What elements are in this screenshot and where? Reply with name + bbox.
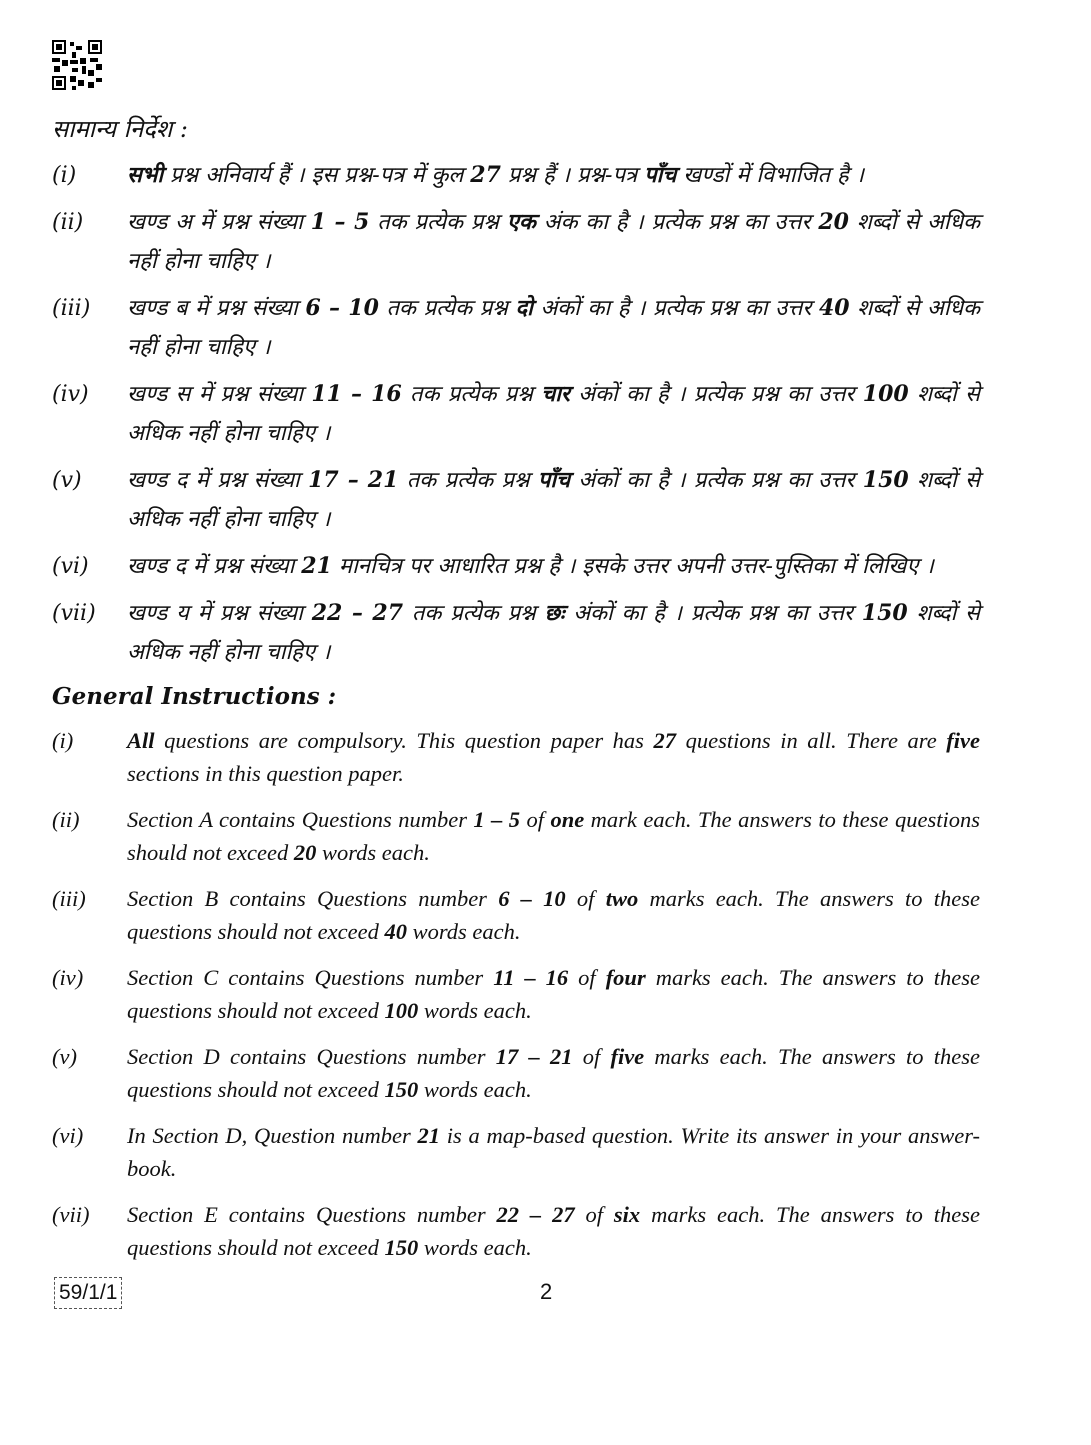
- paper-code: 59/1/1: [54, 1277, 122, 1309]
- item-text: [127, 547, 980, 586]
- instruction-item: [52, 961, 980, 1027]
- item-number: (iv): [52, 382, 89, 407]
- text-segment: खण्ड स में प्रश्न संख्या: [127, 382, 312, 407]
- text-segment: प्रश्न अनिवार्य हैं । इस प्रश्न-पत्र में कुल: [163, 163, 471, 188]
- bold-text: एक: [506, 209, 536, 235]
- text-segment: sections in this question paper.: [127, 761, 404, 786]
- bold-text: one: [550, 807, 585, 832]
- bold-text: four: [605, 965, 646, 990]
- instruction-item: [52, 882, 980, 948]
- item-text: [127, 882, 980, 948]
- text-segment: words each.: [418, 1077, 532, 1102]
- english-instructions-heading: General Instructions :: [52, 683, 337, 710]
- text-segment: Section B contains Questions number: [127, 886, 499, 911]
- text-segment: of: [565, 886, 606, 911]
- text-segment: खण्ड द में प्रश्न संख्या: [127, 468, 309, 493]
- bold-text: two: [605, 886, 639, 911]
- bold-text: 40: [819, 295, 850, 321]
- bold-text: छः: [544, 600, 565, 626]
- item-number: (v): [52, 1044, 77, 1069]
- text-segment: अंकों का है । प्रत्येक प्रश्न का उत्तर: [532, 296, 819, 321]
- footer: [52, 1277, 980, 1317]
- item-text: [127, 803, 980, 869]
- instruction-item: [52, 547, 980, 586]
- item-text: [127, 1040, 980, 1106]
- bold-text: चार: [541, 381, 570, 407]
- instruction-item: [52, 375, 980, 453]
- item-number: (v): [52, 468, 82, 493]
- text-segment: तक प्रत्येक प्रश्न: [378, 296, 516, 321]
- bold-text: 21: [301, 553, 332, 579]
- text-segment: शब्दों से अधिक नहीं होना चाहिए ।: [127, 296, 980, 360]
- text-segment: words each.: [418, 1235, 532, 1260]
- bold-text: 11 – 16: [493, 965, 569, 990]
- item-number: (iii): [52, 296, 91, 321]
- bold-text: 150: [384, 1077, 419, 1102]
- item-text: [127, 594, 980, 672]
- text-segment: शब्दों से अधिक नहीं होना चाहिए ।: [127, 468, 980, 532]
- text-segment: marks each. The answers to these questions should not exceed: [127, 1044, 980, 1102]
- text-segment: of: [520, 807, 551, 832]
- bold-text: 100: [384, 998, 419, 1023]
- text-segment: of: [568, 965, 606, 990]
- bold-text: 6 – 10: [305, 295, 379, 321]
- text-segment: marks each. The answers to these questions should not exceed: [127, 886, 981, 944]
- page-number: 2: [540, 1279, 553, 1304]
- bold-text: 22 – 27: [496, 1202, 575, 1227]
- item-text: [127, 289, 980, 367]
- text-segment: खण्डों में विभाजित है ।: [676, 163, 865, 188]
- text-segment: तक प्रत्येक प्रश्न: [398, 468, 538, 493]
- bold-text: 150: [861, 600, 908, 626]
- bold-text: 1 – 5: [310, 209, 370, 235]
- text-segment: is a map-based question. Write its answer in your answer-book.: [127, 1123, 980, 1181]
- bold-text: 6 – 10: [498, 886, 566, 911]
- item-number: (iv): [52, 965, 84, 990]
- bold-text: 11 – 16: [311, 381, 402, 407]
- bold-text: 1 – 5: [473, 807, 521, 832]
- instruction-item: [52, 203, 980, 281]
- text-segment: तक प्रत्येक प्रश्न: [369, 210, 507, 235]
- bold-text: 20: [818, 209, 849, 235]
- text-segment: शब्दों से अधिक नहीं होना चाहिए ।: [127, 382, 980, 446]
- item-text: [127, 156, 980, 195]
- instruction-item: [52, 461, 980, 539]
- bold-text: six: [613, 1202, 641, 1227]
- bold-text: 17 – 21: [495, 1044, 573, 1069]
- text-segment: Section C contains Questions number: [127, 965, 494, 990]
- qr-code: [52, 40, 102, 90]
- instruction-item: [52, 1198, 980, 1264]
- bold-text: 150: [384, 1235, 419, 1260]
- item-number: (iii): [52, 886, 86, 911]
- bold-text: 20: [293, 840, 317, 865]
- text-segment: Section D contains Questions number: [127, 1044, 496, 1069]
- item-text: [127, 1198, 980, 1264]
- text-segment: शब्दों से अधिक नहीं होना चाहिए ।: [127, 210, 981, 274]
- instruction-item: [52, 724, 980, 790]
- text-segment: marks each. The answers to these questions should not exceed: [127, 965, 980, 1023]
- instruction-item: [52, 1119, 980, 1185]
- bold-text: 21: [417, 1123, 440, 1148]
- bold-text: five: [610, 1044, 645, 1069]
- text-segment: Section A contains Questions number: [127, 807, 474, 832]
- bold-text: 27: [653, 728, 677, 753]
- text-segment: of: [574, 1202, 614, 1227]
- text-segment: शब्दों से अधिक नहीं होना चाहिए ।: [127, 601, 981, 665]
- item-number: (ii): [52, 210, 84, 235]
- text-segment: खण्ड अ में प्रश्न संख्या: [127, 210, 311, 235]
- bold-text: पाँच: [537, 467, 571, 493]
- hindi-instructions-list: [52, 156, 980, 672]
- text-segment: In Section D, Question number: [127, 1123, 418, 1148]
- text-segment: questions in all. There are: [676, 728, 947, 753]
- bold-text: दो: [515, 295, 533, 321]
- text-segment: अंक का है । प्रत्येक प्रश्न का उत्तर: [535, 210, 819, 235]
- text-segment: प्रश्न हैं । प्रश्न-पत्र: [500, 163, 645, 188]
- english-instructions-list: [52, 724, 980, 1264]
- item-number: (i): [52, 728, 74, 753]
- bold-text: 22 – 27: [311, 600, 404, 626]
- item-number: (ii): [52, 807, 80, 832]
- item-number: (i): [52, 163, 77, 188]
- text-segment: of: [572, 1044, 611, 1069]
- text-segment: मानचित्र पर आधारित प्रश्न है । इसके उत्तर अपनी उत्तर-पुस्तिका में लिखिए ।: [331, 554, 934, 579]
- text-segment: words each.: [418, 998, 532, 1023]
- text-segment: questions are compulsory. This question paper has: [154, 728, 654, 753]
- item-text: [127, 724, 980, 790]
- hindi-instructions-heading: सामान्य निर्देश :: [52, 115, 188, 143]
- bold-text: five: [946, 728, 980, 753]
- bold-text: All: [127, 728, 155, 753]
- text-segment: अंकों का है । प्रत्येक प्रश्न का उत्तर: [570, 468, 863, 493]
- item-text: [127, 375, 980, 453]
- text-segment: Section E contains Questions number: [127, 1202, 497, 1227]
- item-text: [127, 461, 980, 539]
- item-text: [127, 1119, 980, 1185]
- bold-text: 150: [862, 467, 909, 493]
- item-number: (vi): [52, 1123, 84, 1148]
- bold-text: सभी: [127, 162, 164, 188]
- item-number: (vi): [52, 554, 89, 579]
- text-segment: तक प्रत्येक प्रश्न: [401, 382, 542, 407]
- text-segment: words each.: [316, 840, 430, 865]
- item-number: (vii): [52, 601, 96, 626]
- bold-text: 17 – 21: [308, 467, 399, 493]
- instruction-item: [52, 156, 980, 195]
- text-segment: तक प्रत्येक प्रश्न: [403, 601, 545, 626]
- text-segment: अंकों का है । प्रत्येक प्रश्न का उत्तर: [564, 601, 862, 626]
- bold-text: 100: [862, 381, 909, 407]
- bold-text: पाँच: [644, 162, 677, 188]
- text-segment: अंकों का है । प्रत्येक प्रश्न का उत्तर: [569, 382, 863, 407]
- text-segment: खण्ड य में प्रश्न संख्या: [127, 601, 312, 626]
- instruction-item: [52, 1040, 980, 1106]
- instruction-item: [52, 803, 980, 869]
- item-number: (vii): [52, 1202, 90, 1227]
- text-segment: खण्ड ब में प्रश्न संख्या: [127, 296, 306, 321]
- text-segment: mark each. The answers to these questions should not exceed: [127, 807, 980, 865]
- text-segment: marks each. The answers to these questions should not exceed: [127, 1202, 980, 1260]
- item-text: [127, 203, 980, 281]
- instruction-item: [52, 594, 980, 672]
- text-segment: words each.: [406, 919, 521, 944]
- item-text: [127, 961, 980, 1027]
- text-segment: खण्ड द में प्रश्न संख्या: [127, 554, 302, 579]
- bold-text: 27: [470, 162, 501, 188]
- instruction-item: [52, 289, 980, 367]
- bold-text: 40: [384, 919, 407, 944]
